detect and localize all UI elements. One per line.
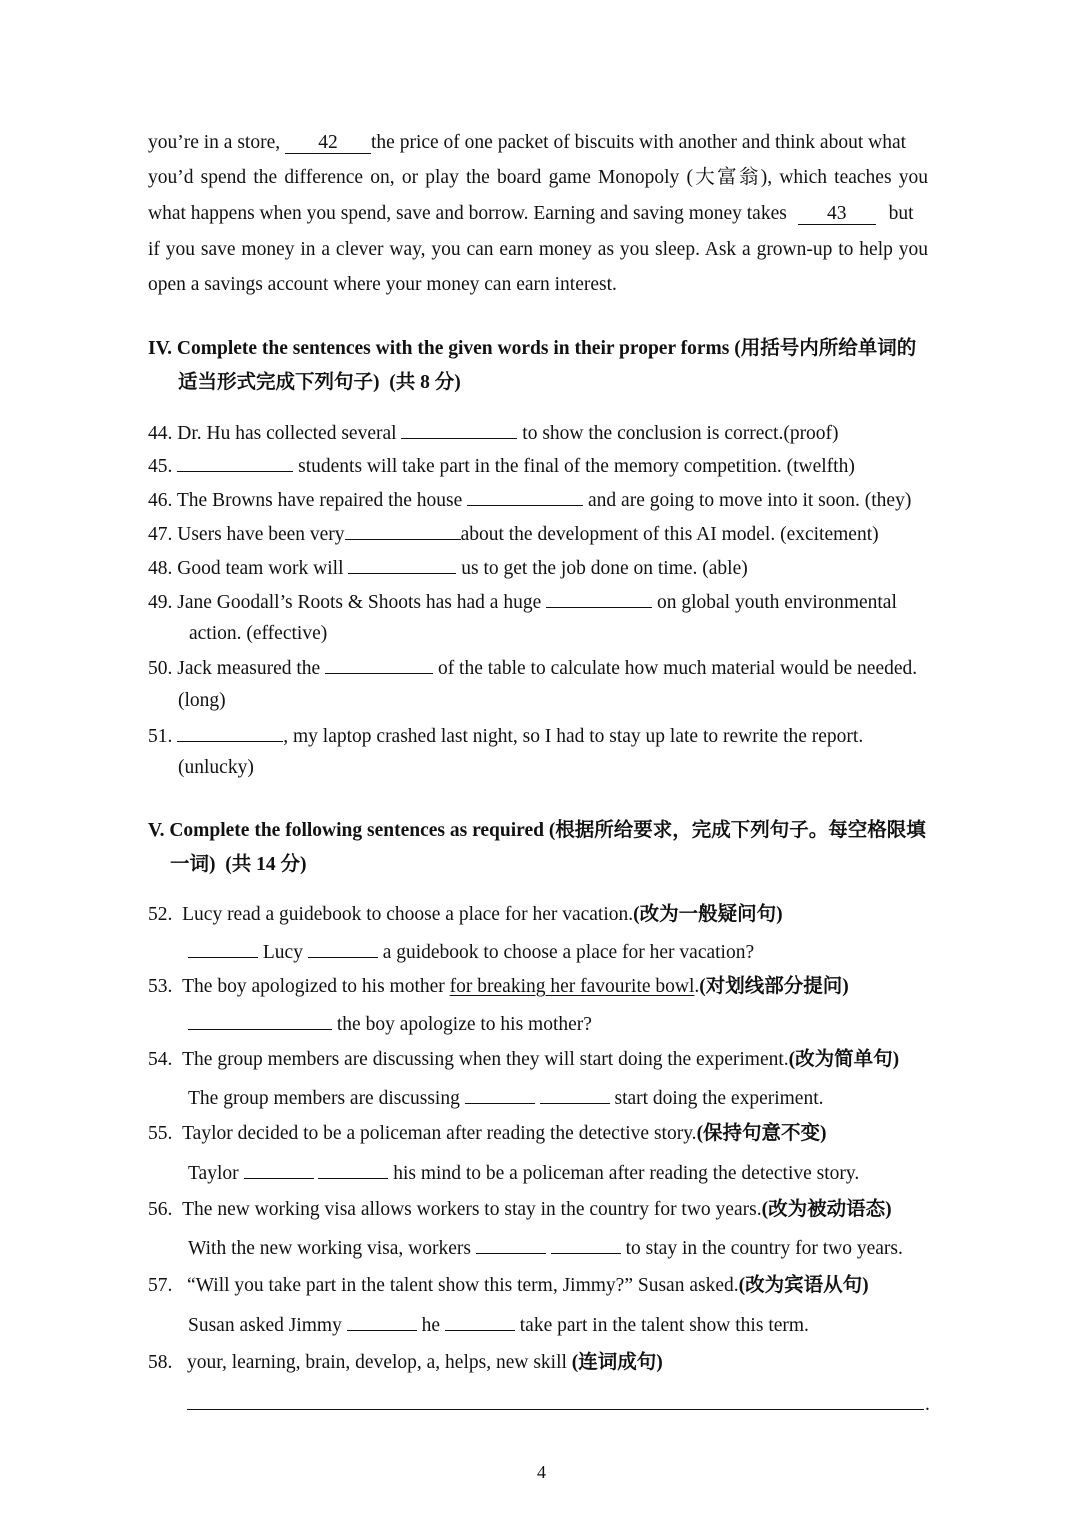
question-text: students will take part in the final of the memory competition. (twelfth) <box>298 456 855 477</box>
answer-text: start doing the experiment. <box>614 1088 824 1109</box>
passage-text: but <box>888 203 914 224</box>
question-text: on global youth environmental <box>656 592 897 613</box>
question-49-cont: action. (effective) <box>189 623 328 644</box>
answer-text: Susan asked Jimmy <box>188 1315 342 1336</box>
answer-blank-51[interactable] <box>177 723 283 742</box>
requirement-label: (保持句意不变) <box>696 1123 827 1144</box>
question-51-cont: (unlucky) <box>178 757 254 778</box>
answer-text: the boy apologize to his mother? <box>336 1014 592 1035</box>
answer-blank-54-2[interactable] <box>540 1085 610 1104</box>
question-text: 46. The Browns have repaired the house <box>148 490 463 511</box>
answer-text: a guidebook to choose a place for her vacation? <box>382 942 755 963</box>
question-text: 55. Taylor decided to be a policeman after reading the detective story. <box>148 1123 697 1144</box>
passage-line-5: open a savings account where your money can earn interest. <box>148 274 617 295</box>
passage-line-4: if you save money in a clever way, you can earn money as you sleep. Ask a grown-up to help you <box>148 239 928 260</box>
question-text: . <box>694 976 700 997</box>
answer-blank-57-2[interactable] <box>445 1312 515 1331</box>
answer-text: Taylor <box>188 1163 239 1184</box>
requirement-label: (改为宾语从句) <box>738 1275 869 1296</box>
question-57 <box>148 1274 869 1298</box>
answer-text: his mind to be a policeman after reading the detective story. <box>393 1163 860 1184</box>
answer-text: take part in the talent show this term. <box>519 1315 809 1336</box>
answer-text: he <box>421 1315 440 1336</box>
question-text: and are going to move into it soon. (they) <box>588 490 912 511</box>
answer-line-57 <box>188 1312 809 1338</box>
requirement-label: (改为一般疑问句) <box>633 904 783 925</box>
question-49 <box>148 589 897 615</box>
answer-line-52 <box>188 939 754 965</box>
question-52 <box>148 903 783 927</box>
answer-blank-52-1[interactable] <box>188 939 258 958</box>
answer-line-53 <box>188 1011 592 1037</box>
question-53 <box>148 975 849 999</box>
question-50-cont: (long) <box>178 690 226 711</box>
answer-blank-58[interactable] <box>187 1409 924 1410</box>
sentence-end-period: . <box>925 1394 930 1415</box>
underlined-part: for breaking her favourite bowl <box>449 976 695 997</box>
question-51 <box>148 723 863 749</box>
answer-blank-44[interactable] <box>401 420 517 439</box>
question-text: of the table to calculate how much material would be needed. <box>437 658 918 679</box>
answer-blank-55-2[interactable] <box>318 1160 388 1179</box>
answer-text: Lucy <box>262 942 303 963</box>
passage-line-2: you’d spend the difference on, or play the board game Monopoly (大富翁), which teaches you <box>148 167 928 188</box>
question-text: to show the conclusion is correct.(proof) <box>522 423 839 444</box>
answer-blank-54-1[interactable] <box>465 1085 535 1104</box>
answer-text: to stay in the country for two years. <box>625 1238 903 1259</box>
requirement-label: (对划线部分提问) <box>699 976 849 997</box>
answer-blank-56-1[interactable] <box>476 1235 546 1254</box>
requirement-label: (改为简单句) <box>788 1049 900 1070</box>
question-55 <box>148 1122 827 1146</box>
answer-blank-42: 42 <box>285 133 371 154</box>
question-text: 58. your, learning, brain, develop, a, helps, new skill <box>148 1352 567 1373</box>
question-54 <box>148 1048 899 1072</box>
section-5-title: V. Complete the following sentences as required (根据所给要求，完成下列句子。每空格限填 <box>148 820 926 841</box>
section-4-title-cont: 适当形式完成下列句子) (共 8 分) <box>178 372 461 393</box>
question-text: 53. The boy apologized to his mother <box>148 976 445 997</box>
question-text: about the development of this AI model. (excitement) <box>460 524 879 545</box>
answer-blank-48[interactable] <box>348 555 456 574</box>
question-text: 44. Dr. Hu has collected several <box>148 423 397 444</box>
answer-blank-49[interactable] <box>546 589 652 608</box>
question-text: 51. <box>148 726 173 747</box>
question-text: 56. The new working visa allows workers to stay in the country for two years. <box>148 1199 762 1220</box>
page-number: 4 <box>537 1462 546 1482</box>
question-text: 52. Lucy read a guidebook to choose a place for her vacation. <box>148 904 634 925</box>
requirement-label: (连词成句) <box>571 1352 663 1373</box>
answer-blank-47[interactable] <box>345 521 461 540</box>
answer-blank-45[interactable] <box>177 453 293 472</box>
question-text: 48. Good team work will <box>148 558 344 579</box>
answer-blank-46[interactable] <box>467 487 583 506</box>
question-text: , my laptop crashed last night, so I had to stay up late to rewrite the report. <box>283 726 864 747</box>
answer-blank-57-1[interactable] <box>347 1312 417 1331</box>
section-5-title-cont: 一词) (共 14 分) <box>170 854 307 875</box>
question-text: 47. Users have been very <box>148 524 345 545</box>
question-45 <box>148 453 855 479</box>
question-44 <box>148 420 839 446</box>
question-48 <box>148 555 748 581</box>
question-text: 50. Jack measured the <box>148 658 321 679</box>
answer-line-54 <box>188 1085 824 1111</box>
question-56 <box>148 1198 892 1222</box>
question-58 <box>148 1351 663 1375</box>
question-text: 49. Jane Goodall’s Roots & Shoots has had a huge <box>148 592 542 613</box>
answer-blank-43: 43 <box>798 204 876 225</box>
question-text: us to get the job done on time. (able) <box>461 558 748 579</box>
answer-text: With the new working visa, workers <box>188 1238 471 1259</box>
answer-blank-52-2[interactable] <box>308 939 378 958</box>
question-46 <box>148 487 911 513</box>
question-50 <box>148 655 917 681</box>
passage-line-3 <box>148 202 914 226</box>
passage-line-1 <box>148 131 906 155</box>
answer-line-55 <box>188 1160 859 1186</box>
question-47 <box>148 521 879 547</box>
answer-blank-56-2[interactable] <box>551 1235 621 1254</box>
answer-blank-55-1[interactable] <box>244 1160 314 1179</box>
requirement-label: (改为被动语态) <box>761 1199 892 1220</box>
answer-line-56 <box>188 1235 903 1261</box>
answer-blank-53-1[interactable] <box>188 1011 260 1030</box>
question-text: 54. The group members are discussing when they will start doing the experiment. <box>148 1049 789 1070</box>
answer-text: The group members are discussing <box>188 1088 460 1109</box>
passage-text: the price of one packet of biscuits with another and think about what <box>371 132 907 153</box>
answer-blank-53-2[interactable] <box>260 1011 332 1030</box>
question-text: 57. “Will you take part in the talent show this term, Jimmy?” Susan asked. <box>148 1275 739 1296</box>
passage-text: you’re in a store, <box>148 132 281 153</box>
section-4-title: IV. Complete the sentences with the given words in their proper forms (用括号内所给单词的 <box>148 338 917 359</box>
passage-text: what happens when you spend, save and borrow. Earning and saving money takes <box>148 203 787 224</box>
answer-blank-50[interactable] <box>325 655 433 674</box>
question-text: 45. <box>148 456 173 477</box>
